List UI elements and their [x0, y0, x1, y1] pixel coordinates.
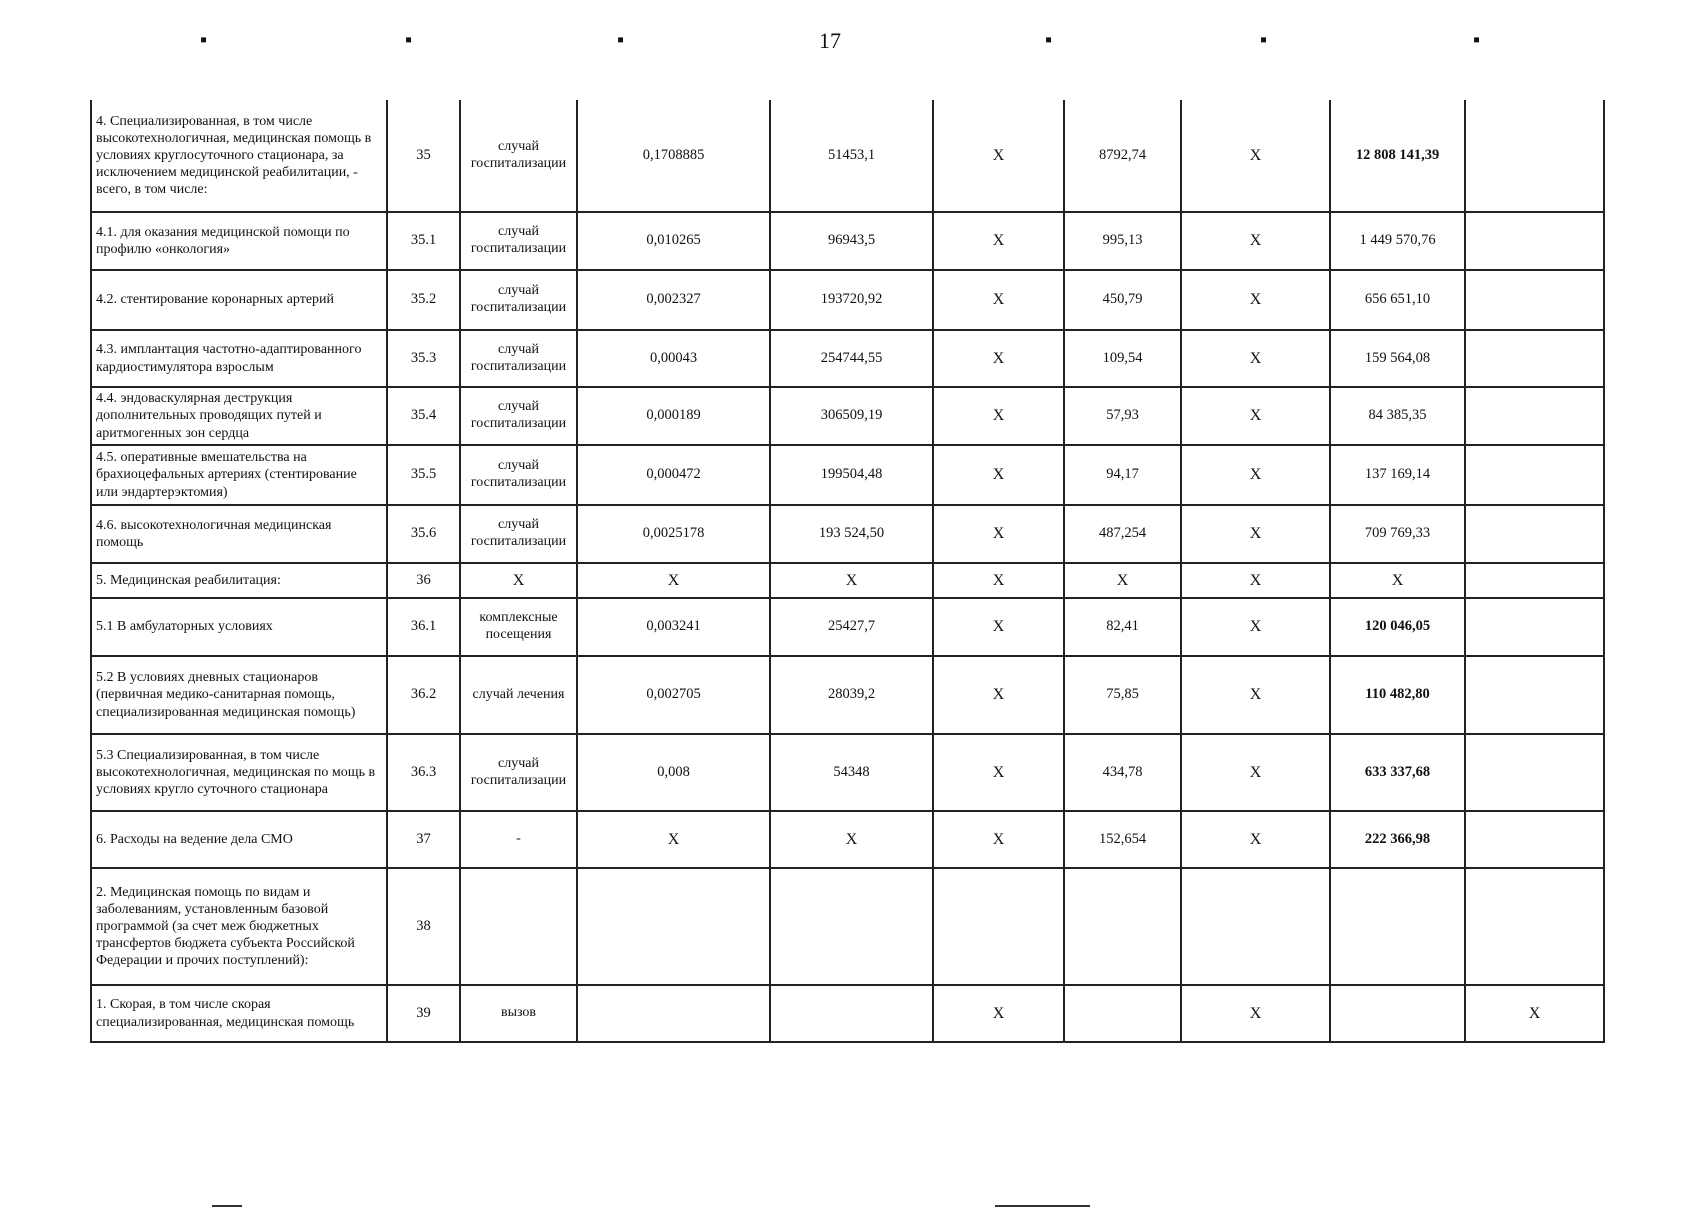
table-row [91, 505, 1604, 563]
volume-cell: Х [577, 811, 770, 868]
oms-per-capita-cell: 57,93 [1064, 387, 1181, 445]
volume-cell: 0,003241 [577, 598, 770, 656]
share-cell [1465, 656, 1604, 734]
table-row [91, 598, 1604, 656]
row-unit-cell: случай госпитализации [460, 387, 577, 445]
row-name-cell: 4.2. стентирование коронарных артерий [91, 270, 387, 330]
unit-cost-cell [770, 985, 933, 1042]
unit-cost-cell: Х [770, 811, 933, 868]
unit-cost-cell: 193720,92 [770, 270, 933, 330]
row-line-number-cell: 36.2 [387, 656, 460, 734]
share-cell [1465, 505, 1604, 563]
volume-cell: Х [577, 563, 770, 598]
oms-total-cell: 656 651,10 [1330, 270, 1465, 330]
row-line-number-cell: 38 [387, 868, 460, 985]
unit-cost-cell: 51453,1 [770, 100, 933, 212]
page-number: 17 [819, 28, 841, 53]
row-name-cell: 4. Специализированная, в том числе высокотехнологичная, медицинская помощь в условиях круглосуточного стационара, за исключением медицинской реабилитации, - всего, в том числе: [91, 100, 387, 212]
row-line-number-cell: 36 [387, 563, 460, 598]
volume-cell: 0,000189 [577, 387, 770, 445]
unit-cost-cell: Х [770, 563, 933, 598]
share-cell [1465, 445, 1604, 505]
volume-cell: 0,000472 [577, 445, 770, 505]
unit-cost-cell: 306509,19 [770, 387, 933, 445]
oms-total-cell: 110 482,80 [1330, 656, 1465, 734]
row-line-number-cell: 37 [387, 811, 460, 868]
volume-cell [577, 868, 770, 985]
oms-per-capita-cell: 434,78 [1064, 734, 1181, 811]
decorative-dot: ▪ [200, 29, 208, 51]
unit-cost-cell: 28039,2 [770, 656, 933, 734]
row-unit-cell: случай госпитализации [460, 734, 577, 811]
oms-per-capita-cell: 450,79 [1064, 270, 1181, 330]
decorative-dot: ▪ [1260, 29, 1268, 51]
row-unit-cell: случай госпитализации [460, 445, 577, 505]
table-row [91, 985, 1604, 1042]
budget-per-capita-cell: Х [933, 387, 1064, 445]
row-name-cell: 5.2 В условиях дневных стационаров (первичная медико-санитарная помощь, специализированная медицинская помощь) [91, 656, 387, 734]
financing-table [90, 100, 1605, 1043]
volume-cell: 0,008 [577, 734, 770, 811]
row-line-number-cell: 36.1 [387, 598, 460, 656]
budget-per-capita-cell: Х [933, 563, 1064, 598]
unit-cost-cell [770, 868, 933, 985]
budget-per-capita-cell: Х [933, 100, 1064, 212]
row-unit-cell: случай лечения [460, 656, 577, 734]
row-unit-cell: вызов [460, 985, 577, 1042]
oms-per-capita-cell: 995,13 [1064, 212, 1181, 270]
budget-per-capita-cell: Х [933, 985, 1064, 1042]
volume-cell: 0,002327 [577, 270, 770, 330]
budget-total-cell: Х [1181, 656, 1330, 734]
unit-cost-cell: 193 524,50 [770, 505, 933, 563]
budget-total-cell: Х [1181, 387, 1330, 445]
row-name-cell: 2. Медицинская помощь по видам и заболеваниям, установленным базовой программой (за счет меж бюджетных трансфертов бюджета субъекта Российской Федерации и прочих поступлений): [91, 868, 387, 985]
decorative-dot: ▪ [1045, 29, 1053, 51]
budget-total-cell: Х [1181, 985, 1330, 1042]
decorative-dot: ▪ [1473, 29, 1481, 51]
share-cell [1465, 330, 1604, 387]
oms-total-cell: 84 385,35 [1330, 387, 1465, 445]
oms-per-capita-cell: Х [1064, 563, 1181, 598]
oms-per-capita-cell: 94,17 [1064, 445, 1181, 505]
budget-per-capita-cell: Х [933, 505, 1064, 563]
budget-total-cell: Х [1181, 734, 1330, 811]
budget-total-cell: Х [1181, 330, 1330, 387]
oms-per-capita-cell: 109,54 [1064, 330, 1181, 387]
oms-total-cell: 709 769,33 [1330, 505, 1465, 563]
row-unit-cell: случай госпитализации [460, 212, 577, 270]
oms-per-capita-cell [1064, 868, 1181, 985]
table-row [91, 270, 1604, 330]
row-line-number-cell: 35.6 [387, 505, 460, 563]
unit-cost-cell: 54348 [770, 734, 933, 811]
share-cell [1465, 811, 1604, 868]
unit-cost-cell: 25427,7 [770, 598, 933, 656]
budget-total-cell: Х [1181, 270, 1330, 330]
unit-cost-cell: 96943,5 [770, 212, 933, 270]
volume-cell: 0,002705 [577, 656, 770, 734]
row-unit-cell: - [460, 811, 577, 868]
oms-total-cell: 120 046,05 [1330, 598, 1465, 656]
budget-total-cell [1181, 868, 1330, 985]
unit-cost-cell: 254744,55 [770, 330, 933, 387]
oms-total-cell: 137 169,14 [1330, 445, 1465, 505]
table-row [91, 212, 1604, 270]
budget-per-capita-cell [933, 868, 1064, 985]
row-line-number-cell: 35.3 [387, 330, 460, 387]
budget-total-cell: Х [1181, 505, 1330, 563]
budget-total-cell: Х [1181, 811, 1330, 868]
share-cell [1465, 734, 1604, 811]
table-row [91, 811, 1604, 868]
row-line-number-cell: 35 [387, 100, 460, 212]
row-name-cell: 4.4. эндоваскулярная деструкция дополнительных проводящих путей и аритмогенных зон сердца [91, 387, 387, 445]
table-body [91, 100, 1604, 1042]
table-row [91, 387, 1604, 445]
budget-total-cell: Х [1181, 212, 1330, 270]
table-row [91, 563, 1604, 598]
row-name-cell: 1. Скорая, в том числе скорая специализированная, медицинская помощь [91, 985, 387, 1042]
volume-cell: 0,0025178 [577, 505, 770, 563]
table-row [91, 734, 1604, 811]
budget-per-capita-cell: Х [933, 656, 1064, 734]
budget-per-capita-cell: Х [933, 598, 1064, 656]
oms-total-cell: 222 366,98 [1330, 811, 1465, 868]
oms-total-cell: 633 337,68 [1330, 734, 1465, 811]
share-cell [1465, 598, 1604, 656]
budget-total-cell: Х [1181, 563, 1330, 598]
budget-total-cell: Х [1181, 598, 1330, 656]
oms-total-cell: 12 808 141,39 [1330, 100, 1465, 212]
oms-per-capita-cell: 8792,74 [1064, 100, 1181, 212]
row-line-number-cell: 36.3 [387, 734, 460, 811]
row-unit-cell: случай госпитализации [460, 330, 577, 387]
row-unit-cell [460, 868, 577, 985]
budget-per-capita-cell: Х [933, 212, 1064, 270]
budget-total-cell: Х [1181, 445, 1330, 505]
row-unit-cell: случай госпитализации [460, 270, 577, 330]
row-name-cell: 5. Медицинская реабилитация: [91, 563, 387, 598]
share-cell [1465, 100, 1604, 212]
oms-total-cell: 159 564,08 [1330, 330, 1465, 387]
volume-cell: 0,1708885 [577, 100, 770, 212]
volume-cell [577, 985, 770, 1042]
oms-total-cell: 1 449 570,76 [1330, 212, 1465, 270]
unit-cost-cell: 199504,48 [770, 445, 933, 505]
row-unit-cell: случай госпитализации [460, 100, 577, 212]
row-unit-cell: случай госпитализации [460, 505, 577, 563]
share-cell: Х [1465, 985, 1604, 1042]
oms-per-capita-cell: 152,654 [1064, 811, 1181, 868]
oms-per-capita-cell: 487,254 [1064, 505, 1181, 563]
share-cell [1465, 868, 1604, 985]
table-row [91, 330, 1604, 387]
row-unit-cell: комплексные посещения [460, 598, 577, 656]
table-row [91, 445, 1604, 505]
row-line-number-cell: 39 [387, 985, 460, 1042]
share-cell [1465, 563, 1604, 598]
volume-cell: 0,010265 [577, 212, 770, 270]
share-cell [1465, 387, 1604, 445]
oms-per-capita-cell: 82,41 [1064, 598, 1181, 656]
row-name-cell: 5.1 В амбулаторных условиях [91, 598, 387, 656]
row-line-number-cell: 35.2 [387, 270, 460, 330]
oms-total-cell [1330, 985, 1465, 1042]
oms-per-capita-cell: 75,85 [1064, 656, 1181, 734]
table-row [91, 868, 1604, 985]
budget-per-capita-cell: Х [933, 811, 1064, 868]
budget-per-capita-cell: Х [933, 330, 1064, 387]
share-cell [1465, 212, 1604, 270]
table-row [91, 100, 1604, 212]
row-name-cell: 4.6. высокотехнологичная медицинская помощь [91, 505, 387, 563]
decorative-dot: ▪ [617, 29, 625, 51]
row-line-number-cell: 35.4 [387, 387, 460, 445]
row-name-cell: 5.3 Специализированная, в том числе высокотехнологичная, медицинская по мощь в условиях кругло суточного стационара [91, 734, 387, 811]
row-unit-cell: Х [460, 563, 577, 598]
budget-total-cell: Х [1181, 100, 1330, 212]
volume-cell: 0,00043 [577, 330, 770, 387]
oms-total-cell [1330, 868, 1465, 985]
row-name-cell: 4.1. для оказания медицинской помощи по профилю «онкология» [91, 212, 387, 270]
table-row [91, 656, 1604, 734]
row-name-cell: 6. Расходы на ведение дела СМО [91, 811, 387, 868]
row-line-number-cell: 35.5 [387, 445, 460, 505]
budget-per-capita-cell: Х [933, 734, 1064, 811]
oms-per-capita-cell [1064, 985, 1181, 1042]
budget-per-capita-cell: Х [933, 445, 1064, 505]
row-line-number-cell: 35.1 [387, 212, 460, 270]
budget-per-capita-cell: Х [933, 270, 1064, 330]
row-name-cell: 4.3. имплантация частотно-адаптированного кардиостимулятора взрослым [91, 330, 387, 387]
decorative-dot: ▪ [405, 29, 413, 51]
row-name-cell: 4.5. оперативные вмешательства на брахиоцефальных артериях (стентирование или эндартерэктомия) [91, 445, 387, 505]
share-cell [1465, 270, 1604, 330]
oms-total-cell: Х [1330, 563, 1465, 598]
